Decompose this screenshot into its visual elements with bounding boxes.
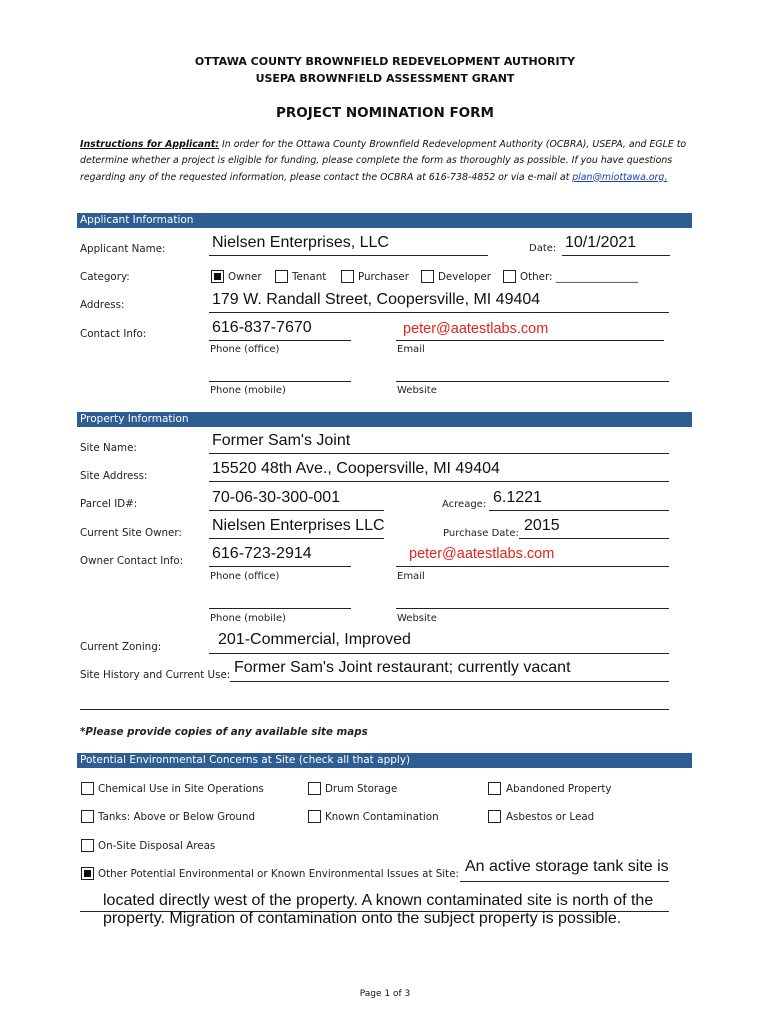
concern-abandoned-property-checkbox[interactable] (488, 782, 501, 795)
concern-chemical-use-label: Chemical Use in Site Operations (98, 783, 264, 795)
owner-phone-mobile-caption: Phone (mobile) (210, 613, 286, 624)
site-maps-note: *Please provide copies of any available site maps (80, 726, 368, 738)
site-owner-line (209, 538, 384, 539)
instructions (80, 137, 692, 186)
purchase-date-line (519, 538, 669, 539)
site-name-line (209, 453, 669, 454)
acreage-line (489, 510, 669, 511)
parcel-label: Parcel ID#: (80, 498, 138, 510)
category-other-checkbox[interactable] (503, 270, 516, 283)
category-purchaser-checkbox[interactable] (341, 270, 354, 283)
date-line (562, 255, 670, 256)
site-history-label: Site History and Current Use: (80, 669, 231, 681)
phone-office-line (209, 340, 351, 341)
site-name-field[interactable]: Former Sam's Joint (212, 432, 351, 449)
owner-website-caption: Website (397, 613, 437, 624)
address-label: Address: (80, 299, 125, 311)
date-field[interactable]: 10/1/2021 (565, 234, 637, 251)
category-purchaser-label: Purchaser (358, 271, 409, 283)
concern-tanks-label: Tanks: Above or Below Ground (98, 811, 256, 823)
website-line[interactable] (396, 381, 669, 382)
site-owner-label: Current Site Owner: (80, 527, 182, 539)
category-tenant-label: Tenant (292, 271, 327, 283)
site-history-line (230, 681, 669, 682)
website-caption: Website (397, 385, 437, 396)
email-line (396, 340, 664, 341)
concerns-section-header: Potential Environmental Concerns at Site (check all that apply) (77, 753, 692, 768)
concern-asbestos-lead-label: Asbestos or Lead (506, 811, 595, 823)
category-developer-checkbox[interactable] (421, 270, 434, 283)
category-tenant-checkbox[interactable] (275, 270, 288, 283)
instructions-lead: Instructions for Applicant: (80, 139, 220, 150)
concern-other-field-line2[interactable]: located directly west of the property. A known contaminated site is north of the (103, 892, 654, 909)
form-title: PROJECT NOMINATION FORM (276, 105, 494, 121)
site-address-field[interactable]: 15520 48th Ave., Coopersville, MI 49404 (212, 460, 500, 477)
site-history-field[interactable]: Former Sam's Joint restaurant; currently vacant (234, 659, 571, 676)
property-section-header: Property Information (77, 412, 692, 427)
concern-chemical-use-checkbox[interactable] (81, 782, 94, 795)
parcel-field[interactable]: 70-06-30-300-001 (212, 489, 341, 506)
acreage-label: Acreage: (442, 499, 487, 510)
contact-info-label: Contact Info: (80, 328, 147, 340)
site-history-line-2[interactable] (80, 709, 669, 710)
owner-contact-label: Owner Contact Info: (80, 555, 184, 567)
owner-phone-mobile-line[interactable] (209, 608, 351, 609)
applicant-name-label: Applicant Name: (80, 243, 166, 255)
purchase-date-label: Purchase Date: (443, 528, 519, 539)
concern-abandoned-property-label: Abandoned Property (506, 783, 612, 795)
site-address-line (209, 481, 669, 482)
authority-title: OTTAWA COUNTY BROWNFIELD REDEVELOPMENT AUTHORITY (194, 55, 576, 68)
owner-website-line[interactable] (396, 608, 669, 609)
phone-mobile-caption: Phone (mobile) (210, 385, 286, 396)
category-owner-checkbox[interactable] (211, 270, 224, 283)
concern-other-label: Other Potential Environmental or Known Environmental Issues at Site: (98, 868, 460, 880)
concern-drum-storage-checkbox[interactable] (308, 782, 321, 795)
parcel-line (209, 510, 384, 511)
applicant-name-line (209, 255, 488, 256)
date-label: Date: (529, 243, 557, 254)
concern-asbestos-lead-checkbox[interactable] (488, 810, 501, 823)
phone-office-caption: Phone (office) (210, 344, 280, 355)
concern-known-contamination-checkbox[interactable] (308, 810, 321, 823)
concern-other-field-line1[interactable]: An active storage tank site is (465, 858, 669, 875)
owner-email-field[interactable]: peter@aatestlabs.com (409, 546, 555, 562)
zoning-field[interactable]: 201-Commercial, Improved (218, 631, 411, 648)
concern-drum-storage-label: Drum Storage (325, 783, 398, 795)
phone-office-field[interactable]: 616-837-7670 (212, 319, 312, 336)
zoning-line (209, 653, 669, 654)
email-caption: Email (397, 344, 425, 355)
site-name-label: Site Name: (80, 442, 137, 454)
address-field[interactable]: 179 W. Randall Street, Coopersville, MI 49404 (212, 291, 541, 308)
address-line (209, 312, 669, 313)
category-other-label: Other: ________________ (520, 271, 639, 283)
owner-phone-line (209, 566, 351, 567)
concern-onsite-disposal-checkbox[interactable] (81, 839, 94, 852)
concern-known-contamination-label: Known Contamination (325, 811, 439, 823)
category-label: Category: (80, 271, 130, 283)
grant-title: USEPA BROWNFIELD ASSESSMENT GRANT (255, 72, 515, 85)
site-owner-field[interactable]: Nielsen Enterprises LLC (212, 517, 385, 534)
email-field[interactable]: peter@aatestlabs.com (403, 321, 549, 337)
applicant-section-header: Applicant Information (77, 213, 692, 228)
concern-other-field-line3[interactable]: property. Migration of contamination onto the subject property is possible. (103, 910, 622, 927)
concern-other-line1 (460, 881, 669, 882)
applicant-name-field[interactable]: Nielsen Enterprises, LLC (212, 234, 389, 251)
instructions-body: In order for the Ottawa County Brownfield Redevelopment Authority (OCBRA), USEPA, and EGLE to determine whether a project is eligible for funding, please complete the form as thoroughly as possible. If you have questions regarding any of the requested information, please contact the OCBRA at 616-738-4852 or via e-mail at (80, 139, 687, 183)
zoning-label: Current Zoning: (80, 641, 162, 653)
purchase-date-field[interactable]: 2015 (524, 517, 560, 534)
owner-phone-caption: Phone (office) (210, 571, 280, 582)
owner-email-line (396, 566, 669, 567)
contact-email-link[interactable]: plan@miottawa.org. (572, 171, 668, 183)
concern-other-checkbox[interactable] (81, 867, 94, 880)
owner-email-caption: Email (397, 571, 425, 582)
acreage-field[interactable]: 6.1221 (493, 489, 542, 506)
concern-tanks-checkbox[interactable] (81, 810, 94, 823)
phone-mobile-line[interactable] (209, 381, 351, 382)
site-address-label: Site Address: (80, 470, 148, 482)
category-developer-label: Developer (438, 271, 491, 283)
owner-phone-field[interactable]: 616-723-2914 (212, 545, 312, 562)
page-number: Page 1 of 3 (359, 989, 411, 999)
concern-onsite-disposal-label: On-Site Disposal Areas (98, 840, 216, 852)
category-owner-label: Owner (228, 271, 262, 283)
